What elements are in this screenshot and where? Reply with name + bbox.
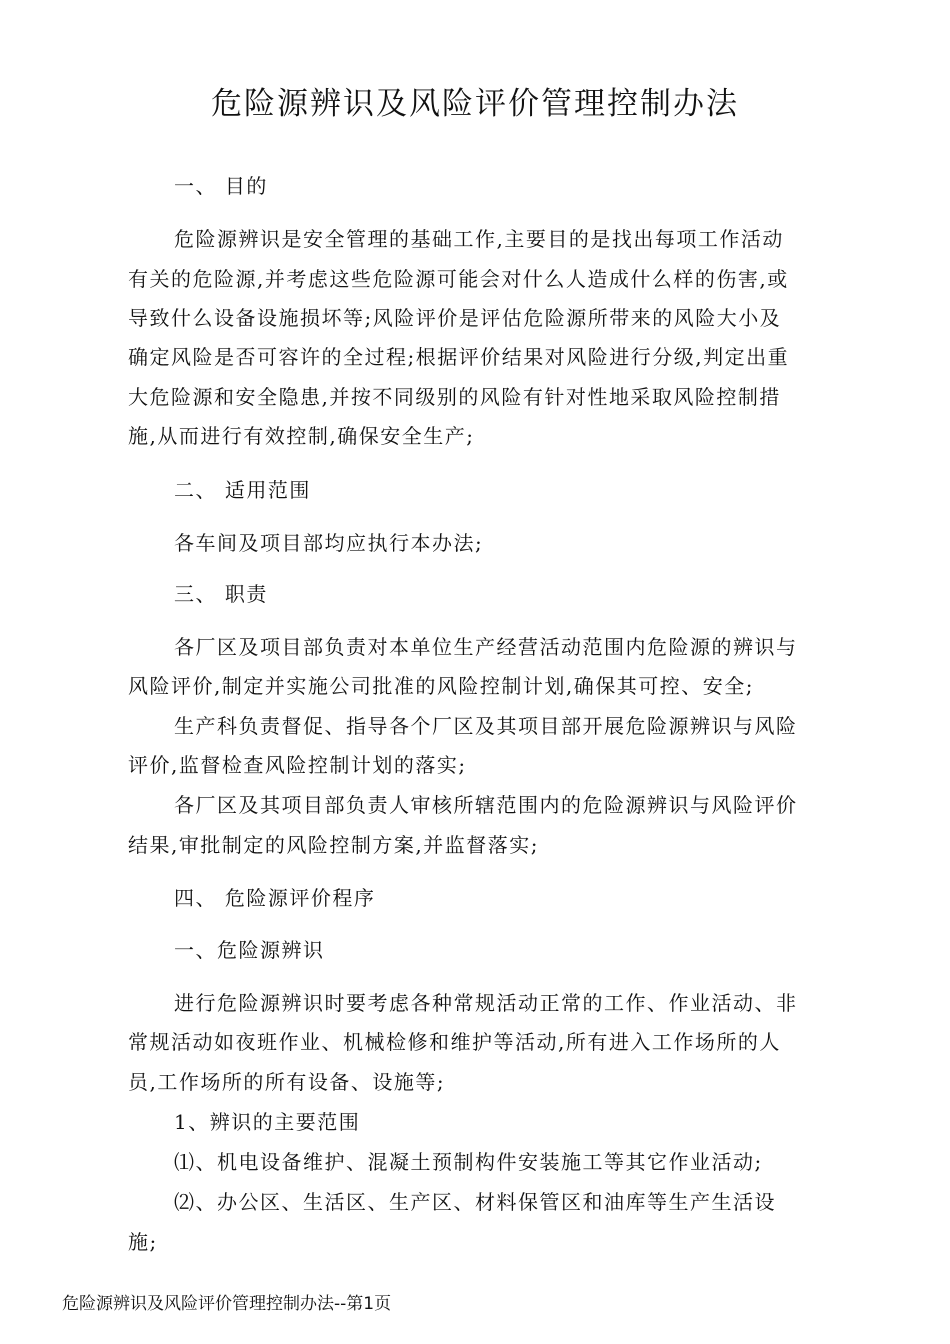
list-item: ⑵、办公区、生活区、生产区、材料保管区和油库等生产生活设 <box>174 1190 776 1214</box>
paragraph-line: 常规活动如夜班作业、机械检修和维护等活动,所有进入工作场所的人 <box>128 1030 781 1054</box>
paragraph-line: 进行危险源辨识时要考虑各种常规活动正常的工作、作业活动、非 <box>174 991 798 1015</box>
paragraph-line: 各厂区及项目部负责对本单位生产经营活动范围内危险源的辨识与 <box>174 635 798 659</box>
subsection-heading: 一、危险源辨识 <box>174 938 325 962</box>
paragraph-line: 导致什么设备设施损坏等;风险评价是评估危险源所带来的风险大小及 <box>128 306 782 330</box>
paragraph-line: 各厂区及其项目部负责人审核所辖范围内的危险源辨识与风险评价 <box>174 793 798 817</box>
paragraph-line: 各车间及项目部均应执行本办法; <box>174 531 484 555</box>
page-footer: 危险源辨识及风险评价管理控制办法--第1页 <box>62 1294 392 1314</box>
paragraph-line: 大危险源和安全隐患,并按不同级别的风险有针对性地采取风险控制措 <box>128 385 781 409</box>
document-title: 危险源辨识及风险评价管理控制办法 <box>211 86 739 122</box>
section-heading-4: 四、 危险源评价程序 <box>174 886 376 910</box>
section-heading-1: 一、 目的 <box>174 174 268 198</box>
section-heading-3: 三、 职责 <box>174 582 268 606</box>
paragraph-line: 确定风险是否可容许的全过程;根据评价结果对风险进行分级,判定出重 <box>128 345 790 369</box>
paragraph-line: 施,从而进行有效控制,确保安全生产; <box>128 424 475 448</box>
list-heading: 1、辨识的主要范围 <box>174 1110 361 1134</box>
section-heading-2: 二、 适用范围 <box>174 478 311 502</box>
paragraph-line: 结果,审批制定的风险控制方案,并监督落实; <box>128 833 539 857</box>
paragraph-line: 风险评价,制定并实施公司批准的风险控制计划,确保其可控、安全; <box>128 674 754 698</box>
list-item: ⑴、机电设备维护、混凝土预制构件安装施工等其它作业活动; <box>174 1150 763 1174</box>
paragraph-line: 危险源辨识是安全管理的基础工作,主要目的是找出每项工作活动 <box>174 227 784 251</box>
paragraph-line: 员,工作场所的所有设备、设施等; <box>128 1070 446 1094</box>
list-item-continuation: 施; <box>128 1230 158 1254</box>
paragraph-line: 评价,监督检查风险控制计划的落实; <box>128 753 467 777</box>
paragraph-line: 有关的危险源,并考虑这些危险源可能会对什么人造成什么样的伤害,或 <box>128 267 789 291</box>
paragraph-line: 生产科负责督促、指导各个厂区及其项目部开展危险源辨识与风险 <box>174 714 798 738</box>
